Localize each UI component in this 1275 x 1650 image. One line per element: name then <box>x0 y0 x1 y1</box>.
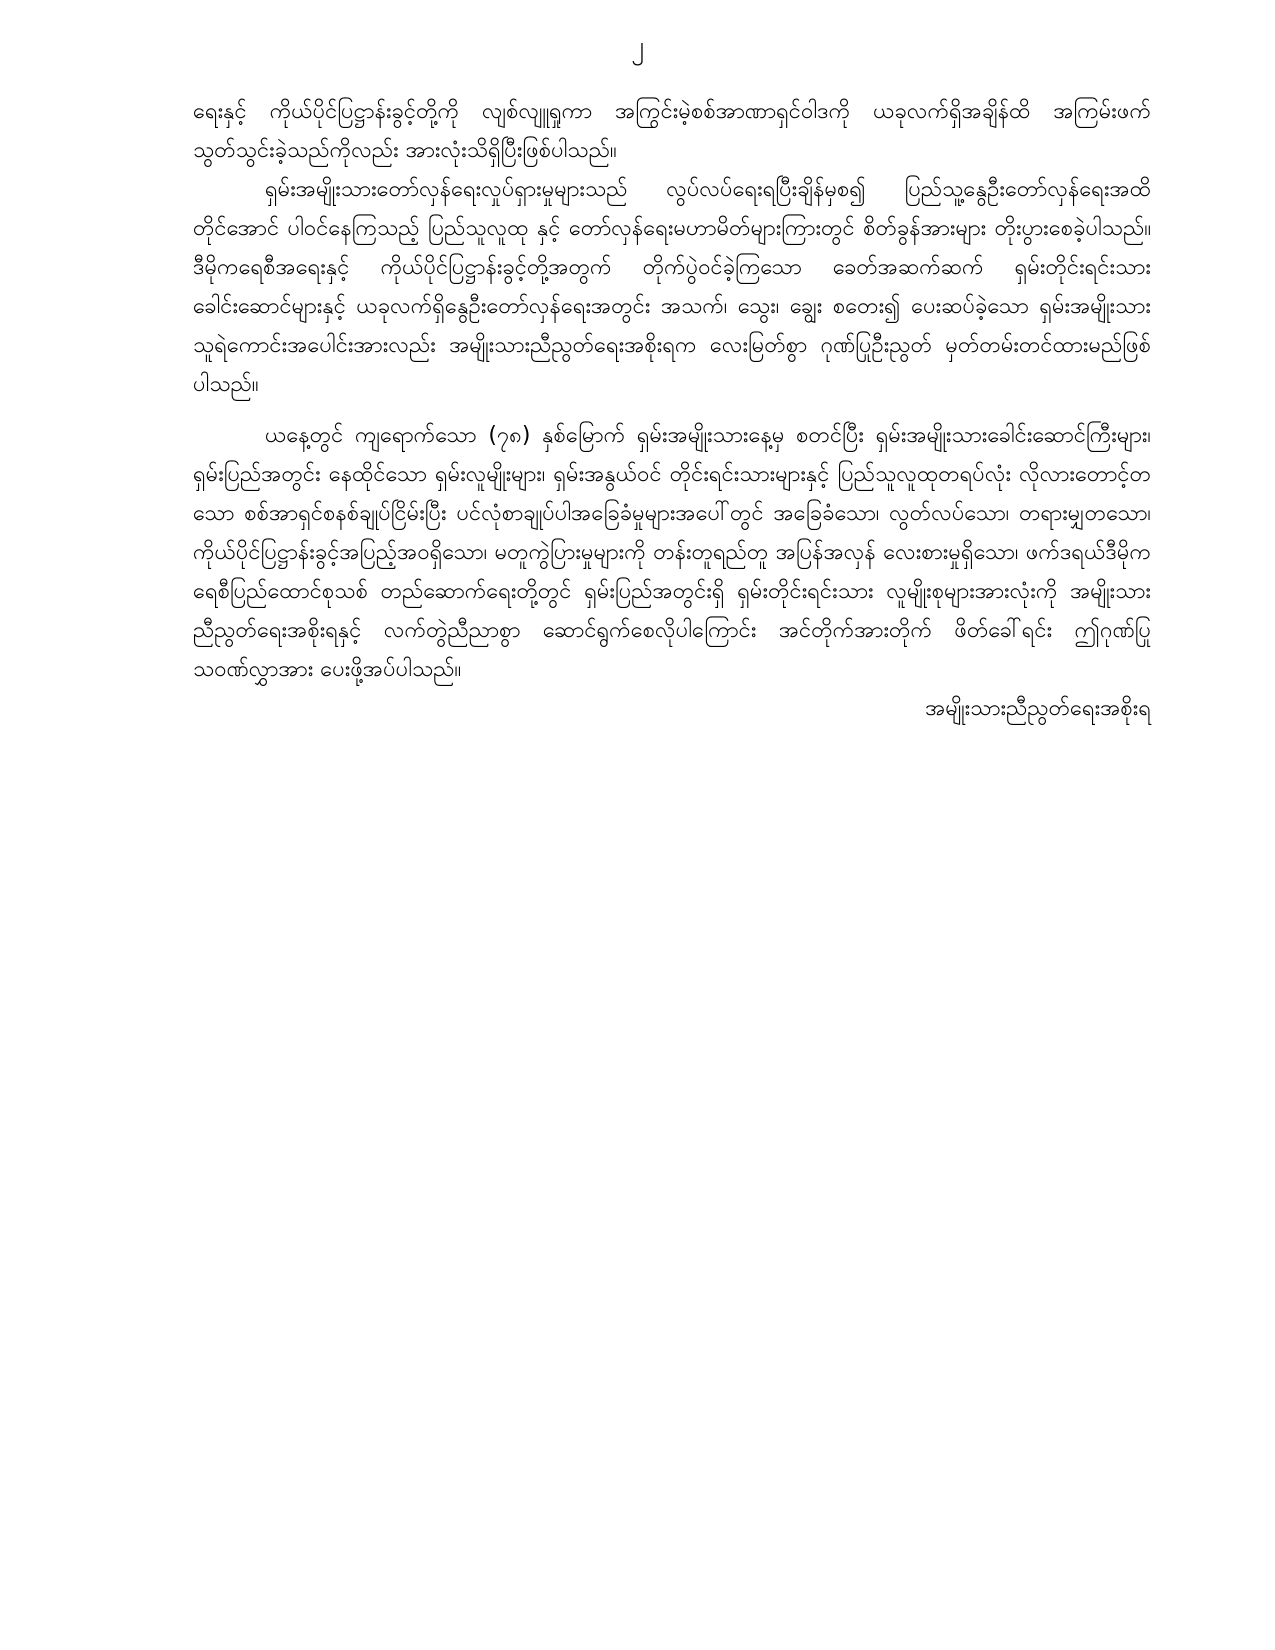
document-body <box>193 92 1151 728</box>
page-number: ၂ <box>631 31 644 61</box>
paragraph-shan-national-day-invitation: ယနေ့တွင် ကျရောက်သော (၇၈) နှစ်မြောက် ရှမ်းအမျိုးသားနေ့မှ စတင်ပြီး ရှမ်းအမျိုးသားခေါင်းဆောင်ကြီးများ၊ ရှမ်းပြည်အတွင်း နေထိုင်သော ရှမ်းလူမျိုးများ၊ ရှမ်းအနွယ်ဝင် တိုင်းရင်းသားများနှင့် ပြည်သူလူထုတရပ်လုံး လိုလားတောင့်တသော စစ်အာရှင်စနစ်ချုပ်ငြိမ်းပြီး ပင်လုံစာချုပ်ပါအခြေခံမှုများအပေါ်တွင် အခြေခံသော၊ လွတ်လပ်သော၊ တရားမျှတသော၊ ကိုယ်ပိုင်ပြဋ္ဌာန်းခွင့်အပြည့်အဝရှိသော၊ မတူကွဲပြားမှုများကို တန်းတူရည်တူ အပြန်အလှန် လေးစားမှုရှိသော၊ ဖက်ဒရယ်ဒီမိုကရေစီပြည်ထောင်စုသစ် တည်ဆောက်ရေးတို့တွင် ရှမ်းပြည်အတွင်းရှိ ရှမ်းတိုင်းရင်းသား လူမျိုးစုများအားလုံးကို အမျိုးသားညီညွတ်ရေးအစိုးရနှင့် လက်တွဲညီညာစွာ ဆောင်ရွက်စေလိုပါကြောင်း အင်တိုက်အားတိုက် ဖိတ်ခေါ်ရင်း ဤဂုဏ်ပြုသဝဏ်လွှာအား ပေးဖို့အပ်ပါသည်။ <box>193 423 1151 682</box>
paragraph-revolution-tribute: ရှမ်းအမျိုးသားတော်လှန်ရေးလှုပ်ရှားမှုများသည် လွပ်လပ်ရေးရပြီးချိန်မှစ၍ ပြည်သူ့နွေဦးတော်လှန်ရေးအထိတိုင်အောင် ပါဝင်နေကြသည့် ပြည်သူလူထု နှင့် တော်လှန်ရေးမဟာမိတ်များကြားတွင် စိတ်ခွန်အားများ တိုးပွားစေခဲ့ပါသည်။ ဒီမိုကရေစီအရေးနှင့် ကိုယ်ပိုင်ပြဋ္ဌာန်းခွင့်တို့အတွက် တိုက်ပွဲဝင်ခဲ့ကြသော ခေတ်အဆက်ဆက် ရှမ်းတိုင်းရင်းသားခေါင်းဆောင်များနှင့် ယခုလက်ရှိနွေဦးတော်လှန်ရေးအတွင်း အသက်၊ သွေး၊ ချွေး စတေး၍ ပေးဆပ်ခဲ့သော ရှမ်းအမျိုးသားသူရဲကောင်းအပေါင်းအားလည်း အမျိုးသားညီညွတ်ရေးအစိုးရက လေးမြတ်စွာ ဂုဏ်ပြုဦးညွတ် မှတ်တမ်းတင်ထားမည်ဖြစ်ပါသည်။ <box>193 177 1151 397</box>
paragraph-continuation: ရေးနှင့် ကိုယ်ပိုင်ပြဋ္ဌာန်းခွင့်တို့ကို လျစ်လျူရှုကာ အကြွင်းမဲ့စစ်အာဏာရှင်ဝါဒကို ယခုလက်ရှိအချိန်ထိ အကြမ်းဖက် သွတ်သွင်းခဲ့သည်ကိုလည်း အားလုံးသိရှိပြီးဖြစ်ပါသည်။ <box>193 99 1151 163</box>
signature-issuer: အမျိုးသားညီညွတ်ရေးအစိုးရ <box>925 696 1151 721</box>
